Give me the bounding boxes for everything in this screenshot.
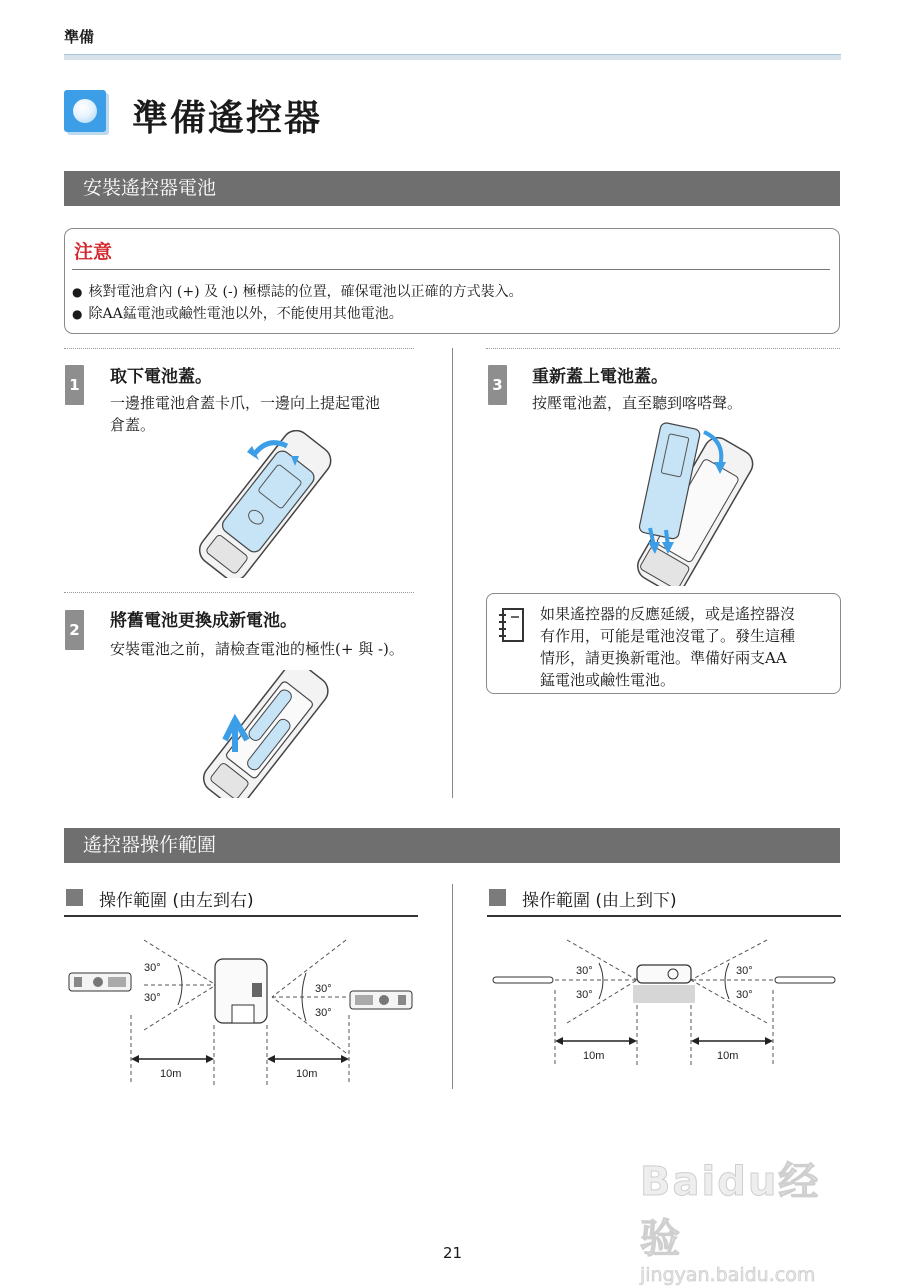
angle-label: 30° — [576, 965, 593, 977]
watermark-brand: Baidu经验 — [640, 1159, 821, 1262]
angle-label: 30° — [315, 1007, 332, 1019]
watermark-url: jingyan.baidu.com — [640, 1264, 816, 1286]
step-description: 安裝電池之前，請檢查電池的極性(+ 與 -)。 — [110, 640, 404, 658]
caution-item: ● 核對電池倉內 (+) 及 (-) 極標誌的位置，確保電池以正確的方式裝入。 — [72, 284, 523, 300]
angle-label: 30° — [736, 989, 753, 1001]
angle-label: 30° — [315, 983, 332, 995]
step-divider — [64, 348, 414, 349]
caution-divider — [72, 269, 830, 270]
subheading-rule — [64, 915, 418, 917]
subheading-square-icon — [66, 889, 83, 906]
subheading-vertical: 操作範圍 (由上到下) — [522, 891, 677, 911]
column-divider — [452, 884, 453, 1089]
step-divider — [64, 592, 414, 593]
section-heading-range: 遙控器操作範圍 — [64, 828, 840, 863]
angle-label: 30° — [144, 962, 161, 974]
note-text: 如果遙控器的反應延緩，或是遙控器沒 有作用，可能是電池沒電了。發生這種 情形，請更換新電池。準備好兩支AA 錳電池或鹼性電池。 — [540, 605, 796, 689]
caution-item: ● 除AA錳電池或鹼性電池以外，不能使用其他電池。 — [72, 306, 403, 322]
chapter-bullet-icon — [64, 90, 106, 132]
section-heading-battery: 安裝遙控器電池 — [64, 171, 840, 206]
angle-label: 30° — [736, 965, 753, 977]
subheading-rule — [487, 915, 841, 917]
step-number-badge: 1 — [65, 365, 84, 405]
column-divider — [452, 348, 453, 798]
remove-cover-illustration — [195, 430, 335, 578]
replace-batteries-illustration — [195, 670, 335, 798]
step-divider — [486, 348, 840, 349]
step-description: 一邊推電池倉蓋卡爪，一邊向上提起電池 — [110, 394, 381, 412]
step-number-badge: 3 — [488, 365, 507, 405]
subheading-square-icon — [489, 889, 506, 906]
subheading-horizontal: 操作範圍 (由左到右) — [99, 891, 254, 911]
distance-label: 10m — [583, 1050, 605, 1062]
running-header: 準備 — [64, 28, 95, 46]
distance-label: 10m — [160, 1068, 182, 1080]
step-description: 倉蓋。 — [110, 416, 156, 434]
step-title: 將舊電池更換成新電池。 — [110, 611, 297, 631]
caution-title: 注意 — [74, 241, 113, 263]
notebook-icon — [497, 607, 527, 643]
header-rule — [64, 54, 841, 60]
page-title: 準備遙控器 — [132, 98, 323, 139]
step-title: 重新蓋上電池蓋。 — [532, 367, 668, 387]
page-number: 21 — [442, 1244, 463, 1262]
angle-label: 30° — [576, 989, 593, 1001]
step-description: 按壓電池蓋，直至聽到喀嗒聲。 — [532, 394, 743, 412]
step-number-badge: 2 — [65, 610, 84, 650]
reattach-cover-illustration — [610, 418, 755, 586]
step-title: 取下電池蓋。 — [110, 367, 212, 387]
angle-label: 30° — [144, 992, 161, 1004]
distance-label: 10m — [296, 1068, 318, 1080]
vertical-range-diagram — [487, 935, 841, 1075]
distance-label: 10m — [717, 1050, 739, 1062]
baidu-watermark — [640, 1150, 860, 1286]
horizontal-range-diagram — [64, 935, 424, 1085]
